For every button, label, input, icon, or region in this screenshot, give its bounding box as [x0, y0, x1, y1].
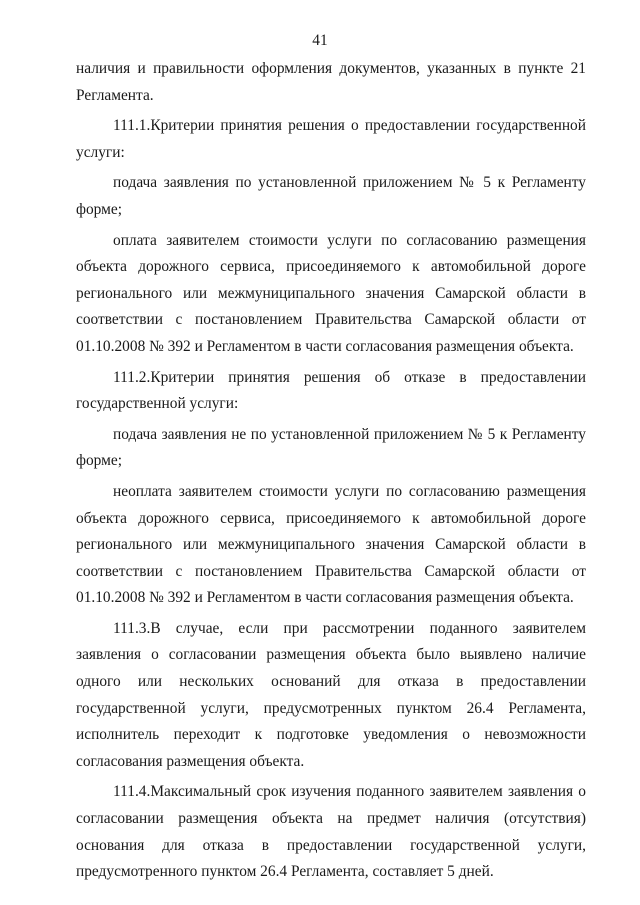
- paragraph-111-3: 111.3.В случае, если при рассмотрении поданного заявителем заявления о согласовании размещения объекта было выявлено наличие одного или нескольких оснований для отказа в предоставлении государственной услуги, предусмотренных пунктом 26.4 Регламента, исполнитель переходит к подготовке уведомления о невозможности согласования размещения объекта.: [76, 619, 586, 770]
- paragraph-111-2-item-2: неоплата заявителем стоимости услуги по согласованию размещения объекта дорожного сервиса, присоединяемого к автомобильной дороге регионального или межмуниципального значения Самарской области в соответствии с постановлением Правительства Самарской области от 01.10.2008 № 392 и Регламентом в части согласования размещения объекта.: [76, 482, 586, 607]
- paragraph-111-1-item-2: оплата заявителем стоимости услуги по согласованию размещения объекта дорожного сервиса, присоединяемого к автомобильной дороге регионального или межмуниципального значения Самарской области в соответствии с постановлением Правительства Самарской области от 01.10.2008 № 392 и Регламентом в части согласования размещения объекта.: [76, 231, 586, 355]
- paragraph-continuation: наличия и правильности оформления документов, указанных в пункте 21 Регламента.: [76, 60, 586, 104]
- paragraph-111-1-heading: 111.1.Критерии принятия решения о предоставлении государственной услуги:: [76, 117, 586, 161]
- paragraph-111-1-item-1: подача заявления по установленной приложением № 5 к Регламенту форме;: [76, 174, 586, 218]
- paragraph-111-4: 111.4.Максимальный срок изучения поданного заявителем заявления о согласовании размещения объекта на предмет наличия (отсутствия) основания для отказа в предоставлении государственной услуги, предусмотренного пунктом 26.4 Регламента, составляет 5 дней.: [76, 783, 586, 881]
- paragraph-111-2-heading: 111.2.Критерии принятия решения об отказе в предоставлении государственной услуги:: [76, 368, 586, 413]
- document-body: [76, 56, 586, 890]
- paragraph-111-2-item-1: подача заявления не по установленной приложением № 5 к Регламенту форме;: [76, 425, 586, 470]
- page-number: 41: [312, 32, 328, 49]
